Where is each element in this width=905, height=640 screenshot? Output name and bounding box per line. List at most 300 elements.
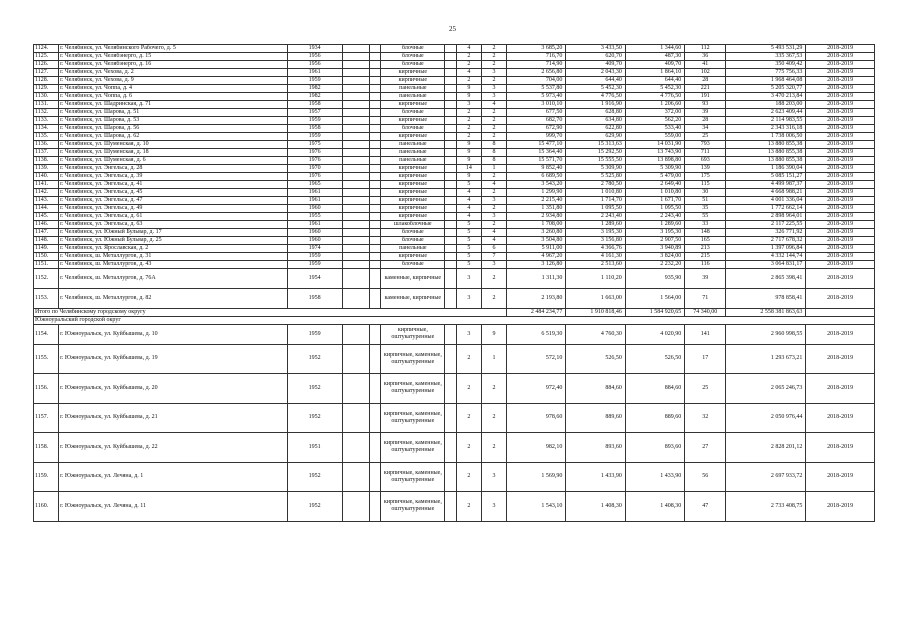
- wall-material-cell: блочные: [381, 125, 445, 133]
- residents-cell: 221: [685, 85, 726, 93]
- year-cell: 1960: [287, 205, 342, 213]
- year-cell: 1952: [287, 374, 342, 404]
- floors-cell: 2: [456, 125, 481, 133]
- cost-cell: 13 880 855,38: [726, 157, 806, 165]
- premises-area-cell: 1 916,90: [566, 101, 625, 109]
- address-cell: г. Челябинск, ш. Металлургов, д. 82: [59, 289, 288, 309]
- premises-area-cell: 889,60: [566, 403, 625, 433]
- blank-cell: [445, 125, 456, 133]
- year-cell: 1954: [287, 269, 342, 289]
- year-cell: 1959: [287, 253, 342, 261]
- residential-area-cell: 13 743,90: [625, 149, 684, 157]
- premises-area-cell: 1 110,20: [566, 269, 625, 289]
- entrances-cell: 8: [481, 141, 506, 149]
- table-row: [34, 492, 875, 522]
- table-row: [34, 324, 875, 344]
- cost-cell: 1 968 464,08: [726, 77, 806, 85]
- blank-cell: [369, 109, 380, 117]
- total-area-cell: 704,00: [507, 77, 566, 85]
- blank-cell: [445, 221, 456, 229]
- address-cell: г. Южноуральск, ул. Куйбышева, д. 19: [59, 344, 288, 374]
- residents-cell: 30: [685, 189, 726, 197]
- blank-cell: [342, 77, 369, 85]
- residential-area-cell: 14 031,90: [625, 141, 684, 149]
- total-area-cell: 2 215,40: [507, 197, 566, 205]
- wall-material-cell: панельные: [381, 245, 445, 253]
- blank-cell: [342, 197, 369, 205]
- residential-area-cell: 13 898,80: [625, 157, 684, 165]
- cost-cell: 13 880 855,38: [726, 149, 806, 157]
- row-number-cell: 1137.: [34, 149, 59, 157]
- table-row: [34, 149, 875, 157]
- wall-material-cell: кирпичные: [381, 165, 445, 173]
- wall-material-cell: кирпичные, оштукатуренные: [381, 324, 445, 344]
- blank-cell: [342, 53, 369, 61]
- blank-cell: [342, 269, 369, 289]
- row-number-cell: 1143.: [34, 197, 59, 205]
- premises-area-cell: 884,60: [566, 374, 625, 404]
- cost-cell: 1 738 006,50: [726, 133, 806, 141]
- table-row: [34, 221, 875, 229]
- blank-cell: [369, 53, 380, 61]
- residential-area-cell: 526,50: [625, 344, 684, 374]
- residential-area-cell: 1 671,70: [625, 197, 684, 205]
- cost-cell: 3 470 213,84: [726, 93, 806, 101]
- residents-cell: 102: [685, 69, 726, 77]
- wall-material-cell: кирпичные: [381, 181, 445, 189]
- wall-material-cell: кирпичные: [381, 173, 445, 181]
- total-area-cell: 2 934,80: [507, 213, 566, 221]
- residential-area-cell: 1 864,10: [625, 69, 684, 77]
- total-area-cell: 9 852,40: [507, 165, 566, 173]
- table-row: [34, 261, 875, 269]
- residents-cell: 55: [685, 213, 726, 221]
- cost-cell: 4 332 144,74: [726, 253, 806, 261]
- cost-cell: 4 499 987,37: [726, 181, 806, 189]
- residential-area-cell: 5 309,90: [625, 165, 684, 173]
- row-number-cell: 1127.: [34, 69, 59, 77]
- housing-table: [33, 44, 875, 522]
- year-cell: 1976: [287, 173, 342, 181]
- blank-cell: [369, 133, 380, 141]
- period-cell: 2018-2019: [806, 221, 875, 229]
- residents-cell: 93: [685, 101, 726, 109]
- total-area-cell: 3 543,20: [507, 181, 566, 189]
- blank-cell: [342, 433, 369, 463]
- cost-cell: 335 367,53: [726, 53, 806, 61]
- floors-cell: 9: [456, 149, 481, 157]
- address-cell: г. Челябинск, ул. Шарова, д. 51: [59, 109, 288, 117]
- address-cell: г. Челябинск, ул. Шарова, д. 62: [59, 133, 288, 141]
- blank-cell: [369, 125, 380, 133]
- blank-cell: [342, 403, 369, 433]
- year-cell: 1959: [287, 261, 342, 269]
- wall-material-cell: кирпичные: [381, 117, 445, 125]
- period-cell: 2018-2019: [806, 269, 875, 289]
- address-cell: г. Челябинск, ш. Металлургов, д. 43: [59, 261, 288, 269]
- total-area-cell: 1 311,30: [507, 269, 566, 289]
- floors-cell: 9: [456, 93, 481, 101]
- row-number-cell: 1153.: [34, 289, 59, 309]
- period-cell: 2018-2019: [806, 433, 875, 463]
- residents-cell: 32: [685, 403, 726, 433]
- floors-cell: 2: [456, 133, 481, 141]
- wall-material-cell: каменные, кирпичные: [381, 269, 445, 289]
- residential-area-cell: 935,90: [625, 269, 684, 289]
- address-cell: г. Челябинск, ул. Южный Бульвар, д. 25: [59, 237, 288, 245]
- entrances-cell: 2: [481, 125, 506, 133]
- blank-cell: [369, 157, 380, 165]
- floors-cell: 4: [456, 69, 481, 77]
- blank-cell: [369, 165, 380, 173]
- premises-area-cell: 1 714,70: [566, 197, 625, 205]
- wall-material-cell: кирпичные: [381, 69, 445, 77]
- period-cell: 2018-2019: [806, 165, 875, 173]
- cost-cell: 1 186 390,04: [726, 165, 806, 173]
- floors-cell: 5: [456, 221, 481, 229]
- blank-cell: [445, 109, 456, 117]
- floors-cell: 4: [456, 45, 481, 53]
- row-number-cell: 1134.: [34, 125, 59, 133]
- total-area-cell: 2 193,80: [507, 289, 566, 309]
- year-cell: 1976: [287, 149, 342, 157]
- floors-cell: 3: [456, 324, 481, 344]
- blank-cell: [342, 93, 369, 101]
- blank-cell: [369, 77, 380, 85]
- address-cell: г. Челябинск, ул. Энгельса, д. 61: [59, 213, 288, 221]
- row-number-cell: 1131.: [34, 101, 59, 109]
- residential-area-cell: 559,00: [625, 133, 684, 141]
- residential-area-cell: 372,00: [625, 109, 684, 117]
- residential-area-cell: 893,60: [625, 433, 684, 463]
- year-cell: 1961: [287, 69, 342, 77]
- period-cell: 2018-2019: [806, 324, 875, 344]
- table-row: [34, 165, 875, 173]
- residential-area-cell: 644,40: [625, 77, 684, 85]
- blank-cell: [342, 374, 369, 404]
- blank-cell: [369, 189, 380, 197]
- wall-material-cell: панельные: [381, 85, 445, 93]
- premises-area-cell: 5 452,30: [566, 85, 625, 93]
- residents-cell: 116: [685, 261, 726, 269]
- address-cell: г. Челябинск, ул. Энгельса, д. 47: [59, 197, 288, 205]
- residential-area-cell: 1 095,50: [625, 205, 684, 213]
- row-number-cell: 1155.: [34, 344, 59, 374]
- table-body-section: [34, 324, 875, 521]
- table-row: [34, 197, 875, 205]
- year-cell: 1952: [287, 462, 342, 492]
- premises-area-cell: 628,80: [566, 109, 625, 117]
- period-cell: 2018-2019: [806, 93, 875, 101]
- table-row: [34, 93, 875, 101]
- wall-material-cell: кирпичные: [381, 189, 445, 197]
- period-cell: 2018-2019: [806, 213, 875, 221]
- entrances-cell: 3: [481, 492, 506, 522]
- table-row: [34, 462, 875, 492]
- row-number-cell: 1128.: [34, 77, 59, 85]
- year-cell: 1961: [287, 189, 342, 197]
- blank-cell: [369, 181, 380, 189]
- total-area-cell: 2 656,80: [507, 69, 566, 77]
- row-number-cell: 1149.: [34, 245, 59, 253]
- table-row: [34, 289, 875, 309]
- cost-cell: 13 880 855,38: [726, 141, 806, 149]
- floors-cell: 4: [456, 197, 481, 205]
- row-number-cell: 1133.: [34, 117, 59, 125]
- wall-material-cell: кирпичные: [381, 213, 445, 221]
- cost-cell: 2 697 933,72: [726, 462, 806, 492]
- address-cell: г. Челябинск, ул. Энгельса, д. 45: [59, 189, 288, 197]
- blank-cell: [369, 61, 380, 69]
- blank-cell: [369, 324, 380, 344]
- period-cell: 2018-2019: [806, 77, 875, 85]
- blank-cell: [369, 45, 380, 53]
- residential-area-cell: 487,30: [625, 53, 684, 61]
- period-cell: 2018-2019: [806, 53, 875, 61]
- table-row: [34, 269, 875, 289]
- residents-cell: 34: [685, 125, 726, 133]
- table-row: [34, 157, 875, 165]
- blank-cell: [445, 374, 456, 404]
- row-number-cell: 1160.: [34, 492, 59, 522]
- address-cell: г. Челябинск, ул. Чехова, д. 2: [59, 69, 288, 77]
- blank-cell: [445, 93, 456, 101]
- total-area-cell: 572,10: [507, 344, 566, 374]
- total-area-cell: 1 543,10: [507, 492, 566, 522]
- blank-cell: [342, 45, 369, 53]
- page-number: 25: [449, 25, 456, 33]
- floors-cell: 2: [456, 403, 481, 433]
- entrances-cell: 8: [481, 157, 506, 165]
- blank-cell: [342, 324, 369, 344]
- table-row: [34, 181, 875, 189]
- residents-cell: 215: [685, 253, 726, 261]
- period-cell: 2018-2019: [806, 289, 875, 309]
- residential-area-cell: 4 776,50: [625, 93, 684, 101]
- row-number-cell: 1132.: [34, 109, 59, 117]
- year-cell: 1957: [287, 109, 342, 117]
- blank-cell: [445, 101, 456, 109]
- row-number-cell: 1136.: [34, 141, 59, 149]
- row-number-cell: 1130.: [34, 93, 59, 101]
- wall-material-cell: кирпичные: [381, 253, 445, 261]
- row-number-cell: 1159.: [34, 462, 59, 492]
- cost-sum-cell: 2 558 381 863,63: [726, 309, 806, 317]
- premises-area-cell: 4 161,30: [566, 253, 625, 261]
- table-row: [34, 374, 875, 404]
- entrances-cell: 2: [481, 374, 506, 404]
- year-cell: 1956: [287, 53, 342, 61]
- wall-material-cell: панельные: [381, 93, 445, 101]
- residents-cell: 47: [685, 492, 726, 522]
- residential-area-cell: 889,60: [625, 403, 684, 433]
- blank-cell: [342, 492, 369, 522]
- blank-cell: [369, 149, 380, 157]
- period-cell: 2018-2019: [806, 197, 875, 205]
- year-cell: 1958: [287, 101, 342, 109]
- table-row: [34, 403, 875, 433]
- wall-material-cell: блочные: [381, 237, 445, 245]
- entrances-cell: 7: [481, 253, 506, 261]
- entrances-cell: 3: [481, 197, 506, 205]
- table-row: [34, 229, 875, 237]
- table-row: [34, 109, 875, 117]
- table-row: [34, 189, 875, 197]
- entrances-cell: 1: [481, 165, 506, 173]
- table-row: [34, 53, 875, 61]
- floors-cell: 14: [456, 165, 481, 173]
- wall-material-cell: блочные: [381, 109, 445, 117]
- year-cell: 1961: [287, 197, 342, 205]
- premises-area-cell: 5 525,80: [566, 173, 625, 181]
- residential-area-cell: 409,70: [625, 61, 684, 69]
- total-area-cell: 6 519,30: [507, 324, 566, 344]
- blank-cell: [445, 77, 456, 85]
- blank-cell: [369, 69, 380, 77]
- address-cell: г. Южноуральск, ул. Куйбышева, д. 22: [59, 433, 288, 463]
- row-number-cell: 1158.: [34, 433, 59, 463]
- entrances-cell: 2: [481, 109, 506, 117]
- table-row: [34, 85, 875, 93]
- blank-cell: [369, 85, 380, 93]
- floors-cell: 5: [456, 229, 481, 237]
- cost-cell: 2 717 678,32: [726, 237, 806, 245]
- row-number-cell: 1126.: [34, 61, 59, 69]
- residents-cell: 39: [685, 109, 726, 117]
- blank-cell: [369, 237, 380, 245]
- premises-area-cell: 3 195,30: [566, 229, 625, 237]
- residential-area-cell: 562,20: [625, 117, 684, 125]
- cost-cell: 5 205 320,77: [726, 85, 806, 93]
- period-cell: 2018-2019: [806, 492, 875, 522]
- total-area-cell: 3 685,20: [507, 45, 566, 53]
- residents-cell: 711: [685, 149, 726, 157]
- residents-cell: 35: [685, 205, 726, 213]
- residents-cell: 56: [685, 462, 726, 492]
- cost-cell: 2 065 246,73: [726, 374, 806, 404]
- row-number-cell: 1138.: [34, 157, 59, 165]
- cost-cell: 2 343 316,18: [726, 125, 806, 133]
- table-row: [34, 133, 875, 141]
- year-cell: 1982: [287, 85, 342, 93]
- table-row: [34, 69, 875, 77]
- floors-cell: 3: [456, 289, 481, 309]
- blank-cell: [369, 374, 380, 404]
- floors-cell: 9: [456, 173, 481, 181]
- row-number-cell: 1144.: [34, 205, 59, 213]
- premises-area-cell: 5 309,90: [566, 165, 625, 173]
- table-row: [34, 125, 875, 133]
- period-cell: 2018-2019: [806, 69, 875, 77]
- blank-cell: [445, 61, 456, 69]
- residents-cell: 71: [685, 289, 726, 309]
- row-number-cell: 1140.: [34, 173, 59, 181]
- address-cell: г. Челябинск, ул. Шуменская, д. 18: [59, 149, 288, 157]
- period-cell: 2018-2019: [806, 245, 875, 253]
- blank-cell: [445, 492, 456, 522]
- premises-area-cell: 15 555,50: [566, 157, 625, 165]
- blank-cell: [369, 253, 380, 261]
- row-number-cell: 1151.: [34, 261, 59, 269]
- blank-cell: [342, 133, 369, 141]
- total-area-cell: 677,50: [507, 109, 566, 117]
- wall-material-cell: блочные: [381, 261, 445, 269]
- period-cell: 2018-2019: [806, 125, 875, 133]
- address-cell: г. Челябинск, ш. Металлургов, д. 76А: [59, 269, 288, 289]
- total-area-cell: 1 708,00: [507, 221, 566, 229]
- residential-area-cell: 1 344,60: [625, 45, 684, 53]
- cost-cell: 2 117 225,55: [726, 221, 806, 229]
- blank-cell: [342, 61, 369, 69]
- blank-cell: [342, 165, 369, 173]
- wall-material-cell: кирпичные: [381, 77, 445, 85]
- cost-cell: 5 085 151,27: [726, 173, 806, 181]
- wall-material-cell: блочные: [381, 53, 445, 61]
- premises-area-cell: 1 663,00: [566, 289, 625, 309]
- table-body-total: [34, 309, 875, 325]
- blank-cell: [342, 229, 369, 237]
- total-area-cell: 1 299,90: [507, 189, 566, 197]
- blank-cell: [342, 344, 369, 374]
- floors-cell: 2: [456, 462, 481, 492]
- floors-cell: 4: [456, 205, 481, 213]
- residents-cell: 17: [685, 344, 726, 374]
- residents-cell: 148: [685, 229, 726, 237]
- premises-area-cell: 1 408,30: [566, 492, 625, 522]
- table-row: [34, 45, 875, 53]
- blank-cell: [342, 181, 369, 189]
- blank-cell: [445, 133, 456, 141]
- row-number-cell: 1150.: [34, 253, 59, 261]
- address-cell: г. Челябинск, ул. Чоппа, д. 6: [59, 93, 288, 101]
- period-cell: 2018-2019: [806, 344, 875, 374]
- total-area-sum-cell: 2 484 234,77: [507, 309, 566, 317]
- floors-cell: 5: [456, 237, 481, 245]
- year-cell: 1959: [287, 324, 342, 344]
- blank-cell: [445, 141, 456, 149]
- blank-cell: [342, 245, 369, 253]
- residential-area-cell: 1 408,30: [625, 492, 684, 522]
- blank-cell: [445, 433, 456, 463]
- wall-material-cell: кирпичные, каменные, оштукатуренные: [381, 374, 445, 404]
- residents-cell: 36: [685, 53, 726, 61]
- year-cell: 1956: [287, 61, 342, 69]
- entrances-cell: 2: [481, 173, 506, 181]
- total-area-cell: 972,40: [507, 374, 566, 404]
- period-cell: 2018-2019: [806, 149, 875, 157]
- blank-cell: [445, 149, 456, 157]
- address-cell: г. Челябинск, ул. Шарова, д. 56: [59, 125, 288, 133]
- period-cell: 2018-2019: [806, 403, 875, 433]
- row-number-cell: 1146.: [34, 221, 59, 229]
- period-cell: 2018-2019: [806, 109, 875, 117]
- period-cell: 2018-2019: [806, 157, 875, 165]
- row-number-cell: 1157.: [34, 403, 59, 433]
- blank-cell: [369, 101, 380, 109]
- residents-cell: 793: [685, 141, 726, 149]
- address-cell: г. Челябинск, ул. Ярославская, д. 2: [59, 245, 288, 253]
- premises-area-cell: 4 760,30: [566, 324, 625, 344]
- row-number-cell: 1139.: [34, 165, 59, 173]
- wall-material-cell: кирпичные, каменные, оштукатуренные: [381, 403, 445, 433]
- residents-cell: 112: [685, 45, 726, 53]
- row-number-cell: 1148.: [34, 237, 59, 245]
- section-title-cell: Южноуральский городской округ: [34, 316, 875, 324]
- wall-material-cell: кирпичные: [381, 101, 445, 109]
- entrances-cell: 2: [481, 117, 506, 125]
- entrances-cell: 2: [481, 289, 506, 309]
- blank-cell: [369, 221, 380, 229]
